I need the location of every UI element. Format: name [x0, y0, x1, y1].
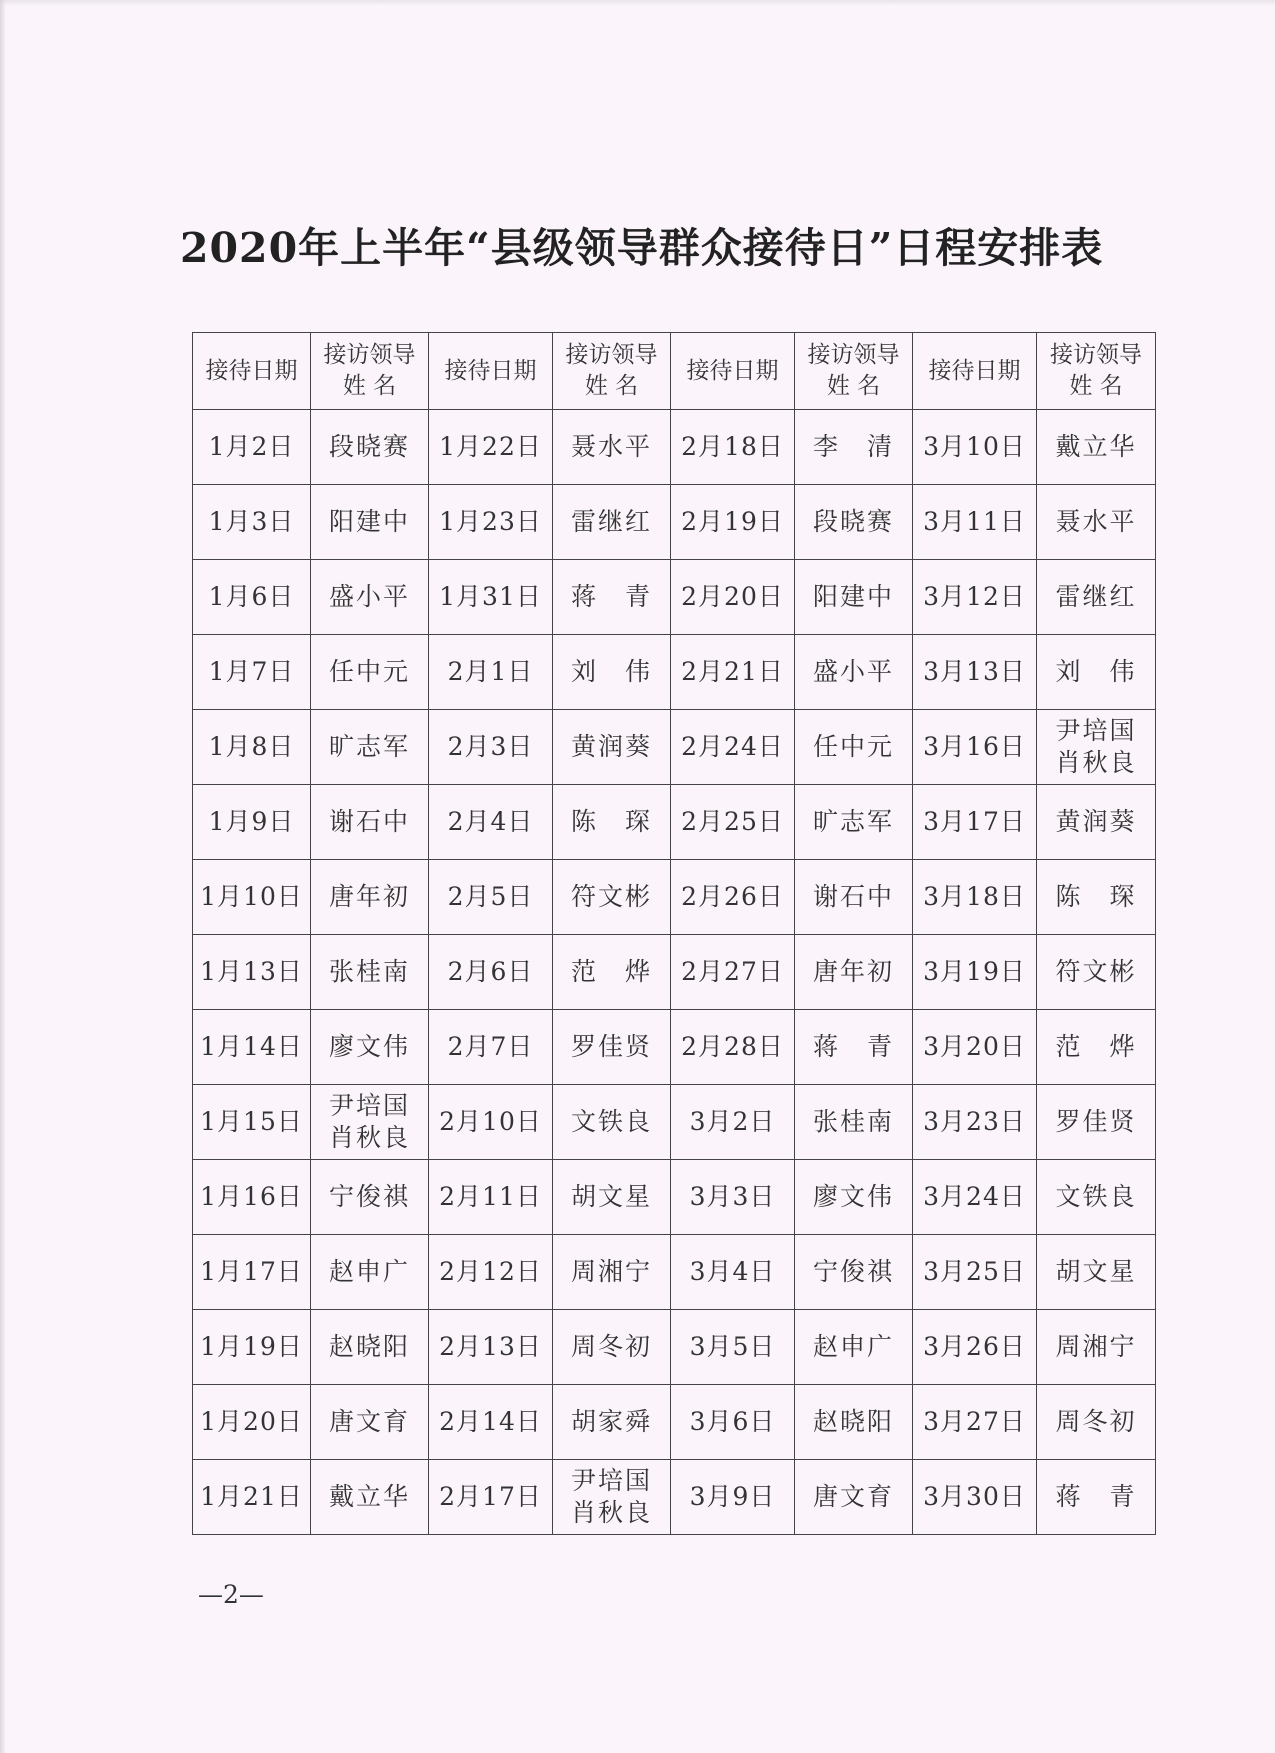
leader-name-cell: 黄润葵: [1037, 785, 1156, 860]
reception-date-cell: 3月4日: [671, 1235, 795, 1310]
reception-date-cell: 3月6日: [671, 1385, 795, 1460]
leader-name-cell: 周湘宁: [553, 1235, 671, 1310]
table-row: [193, 1310, 1156, 1385]
reception-date-cell: 1月6日: [193, 560, 311, 635]
header-reception-date: 接待日期: [913, 333, 1037, 410]
leader-name-cell: 段晓赛: [795, 485, 913, 560]
leader-name-cell: 刘 伟: [1037, 635, 1156, 710]
reception-date-cell: 3月12日: [913, 560, 1037, 635]
reception-date-cell: 1月2日: [193, 410, 311, 485]
reception-date-cell: 3月2日: [671, 1085, 795, 1160]
page-number: —2—: [198, 1580, 264, 1609]
leader-name-cell: 阳建中: [795, 560, 913, 635]
leader-name-cell: 盛小平: [311, 560, 429, 635]
reception-date-cell: 1月13日: [193, 935, 311, 1010]
leader-name-cell: 宁俊祺: [311, 1160, 429, 1235]
scan-edge-top: [0, 0, 1275, 6]
reception-date-cell: 3月25日: [913, 1235, 1037, 1310]
reception-date-cell: 1月23日: [429, 485, 553, 560]
reception-date-cell: 2月6日: [429, 935, 553, 1010]
leader-name-cell: 唐年初: [311, 860, 429, 935]
leader-name-cell: 戴立华: [311, 1460, 429, 1535]
leader-name-cell: 赵申广: [795, 1310, 913, 1385]
reception-date-cell: 3月5日: [671, 1310, 795, 1385]
leader-name-cell: 张桂南: [311, 935, 429, 1010]
table-row: [193, 410, 1156, 485]
leader-name-cell: 阳建中: [311, 485, 429, 560]
table-row: [193, 1160, 1156, 1235]
table-row: [193, 935, 1156, 1010]
leader-name-cell: 宁俊祺: [795, 1235, 913, 1310]
leader-name-cell: 蒋 青: [553, 560, 671, 635]
reception-date-cell: 3月23日: [913, 1085, 1037, 1160]
leader-name-cell: 赵晓阳: [311, 1310, 429, 1385]
reception-date-cell: 1月20日: [193, 1385, 311, 1460]
leader-name-cell: 雷继红: [553, 485, 671, 560]
reception-date-cell: 3月3日: [671, 1160, 795, 1235]
leader-name-cell: 黄润葵: [553, 710, 671, 785]
leader-name-cell: 符文彬: [1037, 935, 1156, 1010]
table-row: [193, 1235, 1156, 1310]
reception-date-cell: 1月15日: [193, 1085, 311, 1160]
reception-date-cell: 3月20日: [913, 1010, 1037, 1085]
table-row: [193, 635, 1156, 710]
reception-date-cell: 1月3日: [193, 485, 311, 560]
leader-name-cell: 罗佳贤: [553, 1010, 671, 1085]
leader-name-cell: 周冬初: [1037, 1385, 1156, 1460]
leader-name-cell: 谢石中: [795, 860, 913, 935]
reception-date-cell: 1月16日: [193, 1160, 311, 1235]
reception-date-cell: 3月26日: [913, 1310, 1037, 1385]
reception-date-cell: 2月13日: [429, 1310, 553, 1385]
reception-date-cell: 3月18日: [913, 860, 1037, 935]
header-reception-date: 接待日期: [429, 333, 553, 410]
leader-name-cell: 尹培国 肖秋良: [1037, 710, 1156, 785]
reception-date-cell: 2月20日: [671, 560, 795, 635]
reception-date-cell: 1月14日: [193, 1010, 311, 1085]
reception-date-cell: 2月1日: [429, 635, 553, 710]
reception-date-cell: 3月27日: [913, 1385, 1037, 1460]
leader-name-cell: 唐文育: [311, 1385, 429, 1460]
schedule-body: [193, 410, 1156, 1535]
header-leader-name: 接访领导 姓 名: [311, 333, 429, 410]
reception-date-cell: 2月21日: [671, 635, 795, 710]
header-reception-date: 接待日期: [193, 333, 311, 410]
reception-date-cell: 3月10日: [913, 410, 1037, 485]
reception-date-cell: 2月18日: [671, 410, 795, 485]
leader-name-cell: 周湘宁: [1037, 1310, 1156, 1385]
reception-date-cell: 2月28日: [671, 1010, 795, 1085]
reception-date-cell: 3月13日: [913, 635, 1037, 710]
leader-name-cell: 张桂南: [795, 1085, 913, 1160]
reception-date-cell: 1月7日: [193, 635, 311, 710]
reception-date-cell: 2月19日: [671, 485, 795, 560]
reception-date-cell: 2月14日: [429, 1385, 553, 1460]
leader-name-cell: 蒋 青: [1037, 1460, 1156, 1535]
table-row: [193, 560, 1156, 635]
header-leader-name: 接访领导 姓 名: [553, 333, 671, 410]
leader-name-cell: 罗佳贤: [1037, 1085, 1156, 1160]
leader-name-cell: 文铁良: [553, 1085, 671, 1160]
leader-name-cell: 赵晓阳: [795, 1385, 913, 1460]
leader-name-cell: 赵申广: [311, 1235, 429, 1310]
header-leader-name: 接访领导 姓 名: [1037, 333, 1156, 410]
reception-date-cell: 3月17日: [913, 785, 1037, 860]
leader-name-cell: 周冬初: [553, 1310, 671, 1385]
scan-edge-left: [0, 0, 6, 1753]
reception-date-cell: 2月11日: [429, 1160, 553, 1235]
leader-name-cell: 范 烨: [553, 935, 671, 1010]
leader-name-cell: 戴立华: [1037, 410, 1156, 485]
reception-date-cell: 2月25日: [671, 785, 795, 860]
leader-name-cell: 文铁良: [1037, 1160, 1156, 1235]
leader-name-cell: 任中元: [311, 635, 429, 710]
leader-name-cell: 唐文育: [795, 1460, 913, 1535]
reception-date-cell: 3月24日: [913, 1160, 1037, 1235]
schedule-table: [192, 332, 1156, 1535]
document-title: 2020年上半年“县级领导群众接待日”日程安排表: [180, 224, 1104, 272]
reception-date-cell: 1月19日: [193, 1310, 311, 1385]
reception-date-cell: 2月17日: [429, 1460, 553, 1535]
table-header-row: [193, 333, 1156, 410]
leader-name-cell: 廖文伟: [311, 1010, 429, 1085]
leader-name-cell: 李 清: [795, 410, 913, 485]
leader-name-cell: 任中元: [795, 710, 913, 785]
reception-date-cell: 1月17日: [193, 1235, 311, 1310]
leader-name-cell: 盛小平: [795, 635, 913, 710]
leader-name-cell: 符文彬: [553, 860, 671, 935]
reception-date-cell: 2月27日: [671, 935, 795, 1010]
reception-date-cell: 1月21日: [193, 1460, 311, 1535]
leader-name-cell: 旷志军: [311, 710, 429, 785]
reception-date-cell: 3月19日: [913, 935, 1037, 1010]
reception-date-cell: 1月8日: [193, 710, 311, 785]
leader-name-cell: 胡文星: [553, 1160, 671, 1235]
header-reception-date: 接待日期: [671, 333, 795, 410]
leader-name-cell: 胡家舜: [553, 1385, 671, 1460]
header-leader-name: 接访领导 姓 名: [795, 333, 913, 410]
leader-name-cell: 陈 琛: [1037, 860, 1156, 935]
reception-date-cell: 2月7日: [429, 1010, 553, 1085]
table-row: [193, 1460, 1156, 1535]
table-row: [193, 710, 1156, 785]
leader-name-cell: 尹培国 肖秋良: [553, 1460, 671, 1535]
reception-date-cell: 3月16日: [913, 710, 1037, 785]
reception-date-cell: 1月9日: [193, 785, 311, 860]
table-row: [193, 785, 1156, 860]
leader-name-cell: 胡文星: [1037, 1235, 1156, 1310]
reception-date-cell: 2月12日: [429, 1235, 553, 1310]
reception-date-cell: 2月3日: [429, 710, 553, 785]
leader-name-cell: 聂水平: [1037, 485, 1156, 560]
leader-name-cell: 陈 琛: [553, 785, 671, 860]
reception-date-cell: 2月10日: [429, 1085, 553, 1160]
leader-name-cell: 刘 伟: [553, 635, 671, 710]
table-row: [193, 485, 1156, 560]
leader-name-cell: 廖文伟: [795, 1160, 913, 1235]
leader-name-cell: 聂水平: [553, 410, 671, 485]
reception-date-cell: 2月4日: [429, 785, 553, 860]
reception-date-cell: 3月30日: [913, 1460, 1037, 1535]
reception-date-cell: 3月11日: [913, 485, 1037, 560]
leader-name-cell: 雷继红: [1037, 560, 1156, 635]
leader-name-cell: 尹培国 肖秋良: [311, 1085, 429, 1160]
leader-name-cell: 蒋 青: [795, 1010, 913, 1085]
leader-name-cell: 谢石中: [311, 785, 429, 860]
reception-date-cell: 2月26日: [671, 860, 795, 935]
leader-name-cell: 段晓赛: [311, 410, 429, 485]
leader-name-cell: 旷志军: [795, 785, 913, 860]
reception-date-cell: 2月24日: [671, 710, 795, 785]
table-row: [193, 860, 1156, 935]
table-row: [193, 1385, 1156, 1460]
reception-date-cell: 1月10日: [193, 860, 311, 935]
reception-date-cell: 1月22日: [429, 410, 553, 485]
reception-date-cell: 2月5日: [429, 860, 553, 935]
table-row: [193, 1010, 1156, 1085]
reception-date-cell: 3月9日: [671, 1460, 795, 1535]
table-row: [193, 1085, 1156, 1160]
reception-date-cell: 1月31日: [429, 560, 553, 635]
leader-name-cell: 唐年初: [795, 935, 913, 1010]
leader-name-cell: 范 烨: [1037, 1010, 1156, 1085]
